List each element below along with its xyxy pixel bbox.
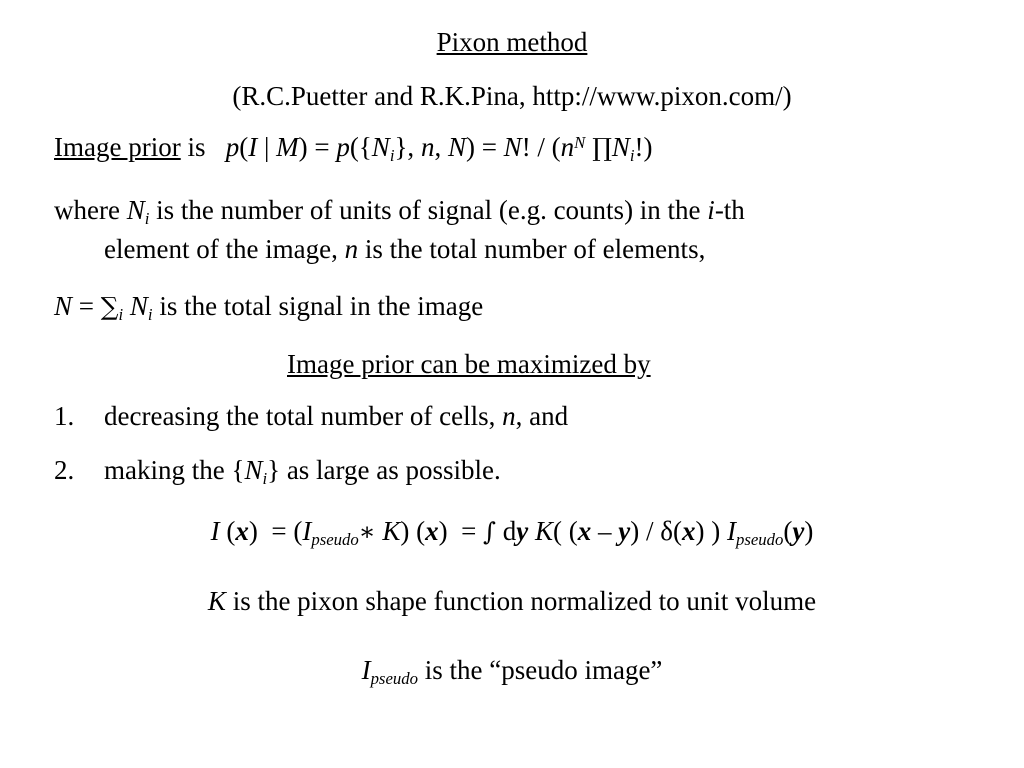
list-item: 1. decreasing the total number of cells, n, and — [54, 401, 569, 431]
list-text: making the { — [104, 455, 245, 485]
pseudo-text: is the “pseudo image” — [424, 655, 663, 685]
maximize-heading — [287, 348, 651, 380]
total-signal-text: is the total signal in the image — [159, 291, 484, 321]
where-elem: element of the image, — [104, 234, 338, 264]
title-text: Pixon method — [436, 27, 588, 57]
image-prior-label: Image prior — [54, 132, 181, 162]
where-word: where — [54, 195, 120, 225]
list-num: 1. — [54, 401, 75, 431]
total-signal-line — [54, 290, 484, 325]
where-desc: is the number of units of signal (e.g. counts) in the — [156, 195, 701, 225]
pseudo-image-description: $I_{pseudo}$ is the “pseudo image” — [361, 655, 663, 689]
prior-equation: p(I | $M) = p(\{N_i\}$, n, N) = N! / ($n^N$ $\prod N_i$!) — [225, 132, 653, 166]
list-item: 2. making the $\{N_i\}$ as large as possible. — [54, 455, 501, 489]
where-th: -th — [714, 195, 745, 225]
image-prior-formula — [54, 131, 653, 166]
citation: (R.C.Puetter and R.K.Pina, http://www.pixon.com/) — [232, 81, 792, 111]
convolution-equation: I $(x) = (I_{pseudo}∗$ K) (x) = ∫ dy K( (x – y) / δ(x) ) $I_{pseudo}(y)$ — [210, 516, 814, 550]
kernel-text: is the pixon shape function normalized to unit volume — [232, 586, 817, 616]
list-num: 2. — [54, 455, 75, 485]
list-text: decreasing the total number of cells, — [104, 401, 496, 431]
where-line-2: element of the image, n is the total number of elements, — [104, 234, 706, 264]
where-total: is the total number of elements, — [364, 234, 706, 264]
list-text-tail: , and — [515, 401, 569, 431]
list-text-tail: } as large as possible. — [267, 455, 501, 485]
where-line-1: where $N_i$ is the number of units of signal (e.g. counts) in the i-th — [54, 195, 745, 229]
kernel-description: K is the pixon shape function normalized to unit volume — [207, 586, 817, 616]
maximize-heading-text: Image prior can be maximized by — [287, 349, 651, 379]
total-signal-equation: $N = \sum_i$ $N_i$ — [54, 291, 153, 325]
slide-title — [0, 26, 1024, 58]
image-prior-is: is — [187, 132, 206, 162]
